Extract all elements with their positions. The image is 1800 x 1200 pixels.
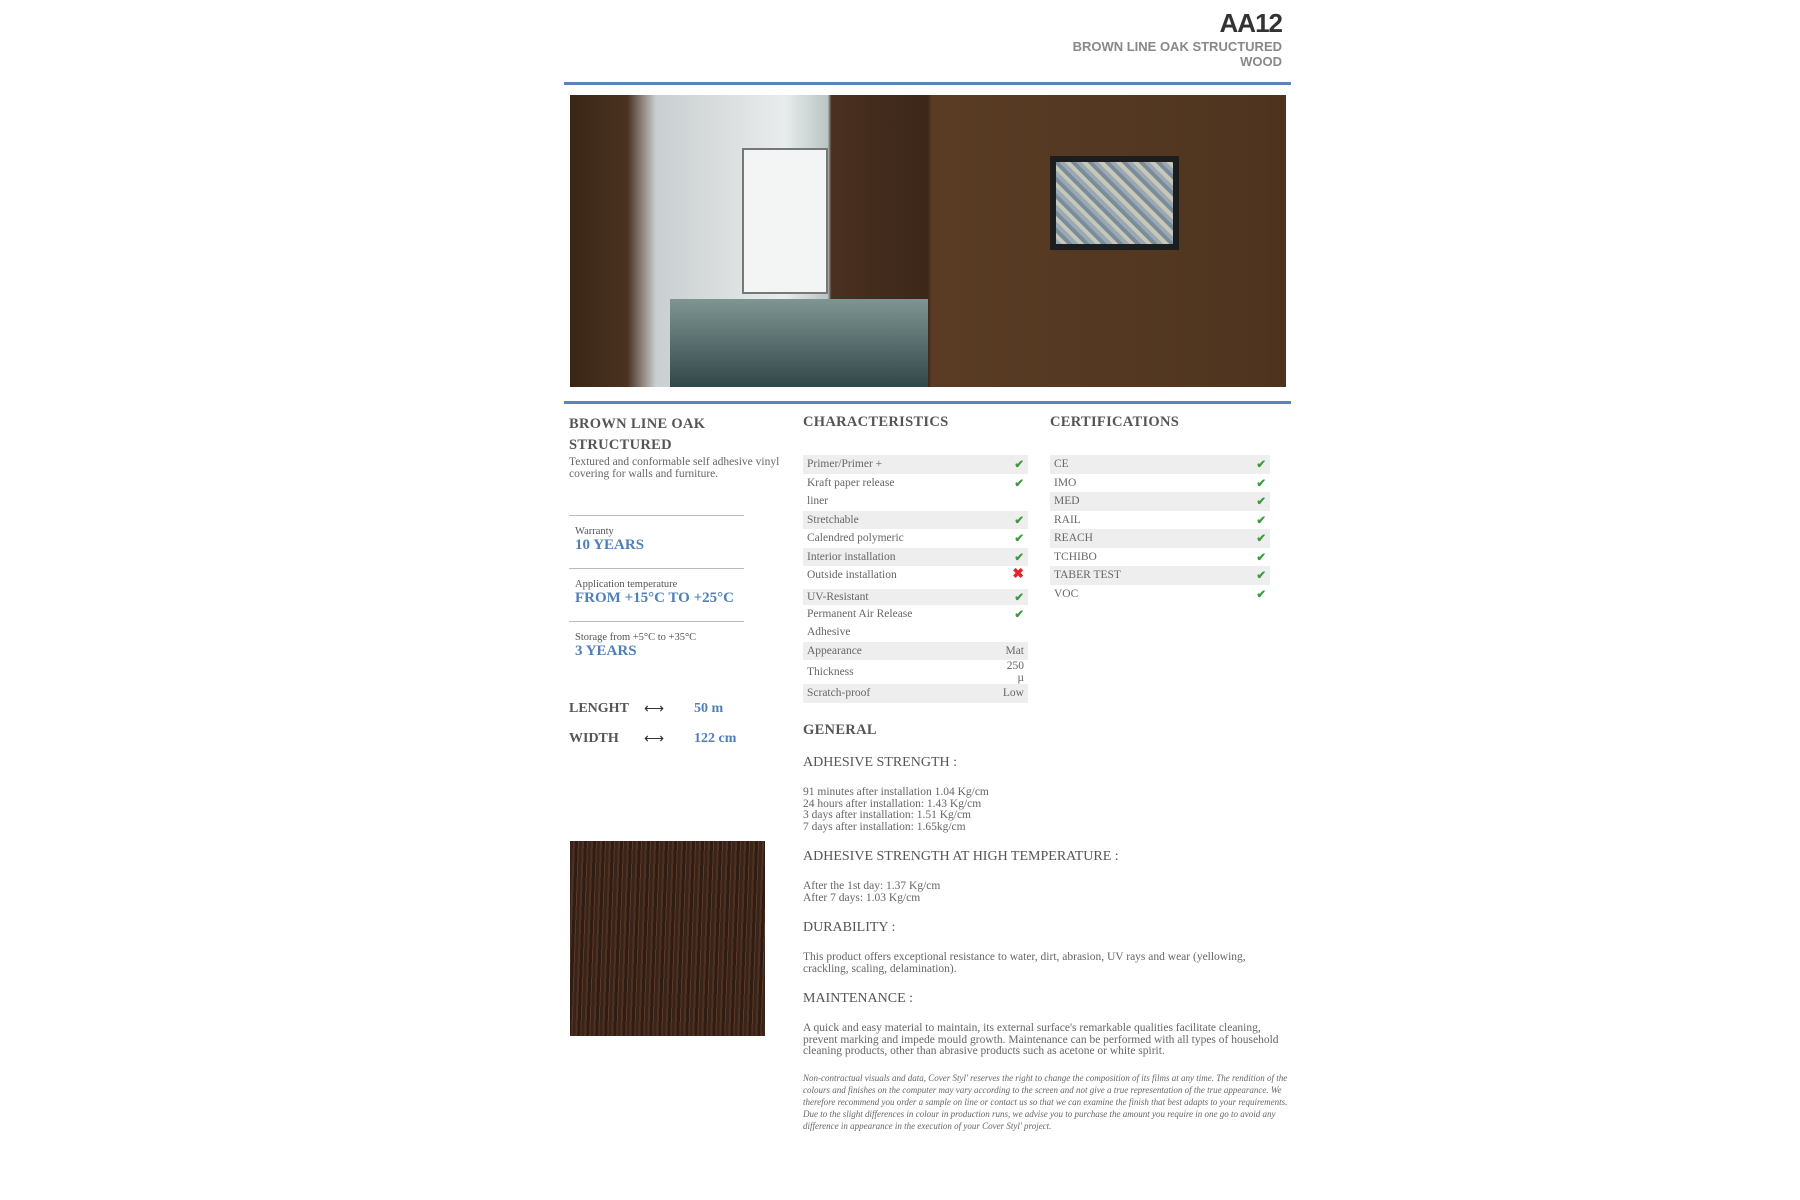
characteristic-value: 250 µ: [1006, 660, 1024, 684]
dimension-value: 50 m: [694, 701, 724, 716]
spec-label: Application temperature: [575, 579, 678, 590]
maintenance-title: MAINTENANCE :: [803, 991, 914, 1006]
characteristic-row: [803, 529, 1028, 548]
characteristic-row: [803, 455, 1028, 474]
double-arrow-icon: ⟷: [644, 701, 665, 717]
characteristic-row: [803, 511, 1028, 530]
product-name: BROWN LINE OAK STRUCTURED: [569, 416, 706, 453]
certifications-section: [1050, 414, 1270, 603]
check-icon: ✔: [1240, 566, 1270, 585]
general-section: [803, 722, 1293, 1132]
certification-label: TCHIBO: [1054, 550, 1097, 563]
check-icon: ✔: [1014, 608, 1024, 621]
characteristic-row: [803, 586, 1028, 605]
characteristic-label: Outside installation: [807, 568, 897, 581]
cross-icon: ✖: [1012, 567, 1024, 582]
certification-label: RAIL: [1054, 513, 1081, 526]
double-arrow-icon: ⟷: [644, 731, 665, 747]
characteristic-row: [803, 474, 1028, 493]
characteristic-label: Scratch-proof: [803, 684, 998, 703]
characteristic-row: [803, 548, 1028, 567]
characteristic-row: [803, 660, 1028, 684]
strength-line: After the 1st day: 1.37 Kg/cm: [803, 880, 941, 892]
characteristic-label: UV-Resistant: [803, 586, 998, 605]
dimension-item: [569, 694, 784, 724]
check-icon: ✔: [1240, 492, 1270, 511]
characteristic-row: [803, 492, 1028, 511]
spec-label: Storage from +5°C to +35°C: [575, 632, 697, 643]
general-title: GENERAL: [803, 722, 877, 738]
check-icon: ✔: [1240, 529, 1270, 548]
characteristic-label: Stretchable: [803, 511, 998, 530]
strength-line: After 7 days: 1.03 Kg/cm: [803, 891, 921, 904]
certification-label: IMO: [1054, 476, 1077, 489]
characteristic-row: [803, 605, 1028, 624]
characteristic-value: [998, 623, 1028, 642]
certification-row: [1050, 511, 1270, 530]
durability-text: This product offers exceptional resistance to water, dirt, abrasion, UV rays and wear (yellowing, crackling, scaling, delamination).: [803, 951, 1246, 975]
divider: [564, 82, 1291, 85]
header: [1062, 8, 1282, 69]
hero-image: [570, 95, 1286, 387]
characteristic-value: Mat: [998, 642, 1028, 661]
certification-label: VOC: [1054, 587, 1079, 600]
certification-row: [1050, 566, 1270, 585]
certification-row: [1050, 492, 1270, 511]
check-icon: ✔: [998, 511, 1028, 530]
product-code: AA12: [1219, 8, 1282, 38]
strength-line: 3 days after installation: 1.51 Kg/cm: [803, 809, 971, 821]
certification-label: REACH: [1050, 529, 1240, 548]
product-summary: [569, 414, 784, 754]
check-icon: ✔: [998, 455, 1028, 474]
certification-row: [1050, 474, 1270, 493]
divider: [564, 401, 1291, 404]
certification-row: [1050, 548, 1270, 567]
characteristic-row: [803, 623, 1028, 642]
spec-item: [569, 515, 744, 568]
certification-label: CE: [1050, 455, 1240, 474]
spec-value: 10 YEARS: [575, 537, 645, 553]
characteristic-value: [998, 492, 1028, 511]
certification-row: [1050, 585, 1270, 604]
certification-label: MED: [1050, 492, 1240, 511]
dimension-label: LENGHT: [569, 701, 629, 716]
wood-swatch-image: [570, 841, 765, 1036]
check-icon: ✔: [1240, 455, 1270, 474]
spec-item: [569, 621, 744, 674]
characteristic-label: Calendred polymeric: [807, 532, 904, 545]
characteristic-row: [803, 684, 1028, 703]
characteristic-label: Kraft paper release: [807, 476, 895, 489]
certification-row: [1050, 529, 1270, 548]
check-icon: ✔: [1256, 588, 1266, 601]
maintenance-text: A quick and easy material to maintain, its external surface's remarkable qualities facilitate cleaning, prevent marking and impede mould growth. Maintenance can be performed with all types of household cleaning products, other than abrasive products such as acetone or white spirit.: [803, 1022, 1279, 1057]
characteristics-title: CHARACTERISTICS: [803, 414, 949, 430]
check-icon: ✔: [1014, 533, 1024, 546]
adhesive-title: ADHESIVE STRENGTH :: [803, 755, 957, 770]
characteristic-label: Primer/Primer +: [803, 455, 998, 474]
dimension-label: WIDTH: [569, 731, 619, 746]
characteristic-row: [803, 566, 1028, 586]
certification-row: [1050, 455, 1270, 474]
spec-label: Warranty: [575, 526, 614, 537]
characteristic-label: Adhesive: [807, 626, 851, 639]
certification-label: TABER TEST: [1050, 566, 1240, 585]
durability-title: DURABILITY :: [803, 920, 896, 935]
strength-line: 7 days after installation: 1.65kg/cm: [803, 820, 966, 833]
certifications-title: CERTIFICATIONS: [1050, 414, 1180, 430]
product-description: Textured and conformable self adhesive vinyl covering for walls and furniture.: [569, 456, 780, 480]
characteristic-label: Interior installation: [803, 548, 998, 567]
dimension-item: [569, 724, 784, 754]
check-icon: ✔: [1256, 477, 1266, 490]
spec-item: [569, 568, 744, 621]
legal-notice: Non-contractual visuals and data, Cover Styl' reserves the right to change the composition of its films at any time. The rendition of the colours and finishes on the computer may vary according to the screen and not give a true representation of the true appearance. We therefore recommend you order a sample on line or contact us so that we can examine the finish that best adapts to your requirements. Due to the slight differences in colour in production runs, we advise you to purchase the amount you require in one go to avoid any difference in appearance in the execution of your Cover Styl' project.: [803, 1072, 1288, 1131]
strength-line: 24 hours after installation: 1.43 Kg/cm: [803, 797, 982, 810]
hightemp-title: ADHESIVE STRENGTH AT HIGH TEMPERATURE :: [803, 849, 1119, 864]
check-icon: ✔: [998, 586, 1028, 605]
check-icon: ✔: [998, 548, 1028, 567]
check-icon: ✔: [1014, 477, 1024, 490]
dimension-value: 122 cm: [694, 731, 737, 746]
characteristic-row: [803, 642, 1028, 661]
characteristic-label: Permanent Air Release: [807, 607, 913, 620]
strength-line: 91 minutes after installation 1.04 Kg/cm: [803, 786, 989, 798]
adhesive-lines: [803, 787, 1293, 833]
check-icon: ✔: [1256, 514, 1266, 527]
characteristic-label: Appearance: [803, 642, 998, 661]
check-icon: ✔: [1256, 551, 1266, 564]
product-subtitle: BROWN LINE OAK STRUCTURED WOOD: [1072, 39, 1282, 69]
hightemp-lines: [803, 881, 1293, 904]
characteristic-value: Low: [998, 684, 1028, 703]
characteristics-section: [803, 414, 1028, 703]
characteristic-label: Thickness: [807, 666, 854, 678]
spec-value: 3 YEARS: [575, 643, 637, 659]
spec-value: FROM +15°C TO +25°C: [575, 590, 734, 606]
characteristic-label: liner: [807, 495, 829, 508]
